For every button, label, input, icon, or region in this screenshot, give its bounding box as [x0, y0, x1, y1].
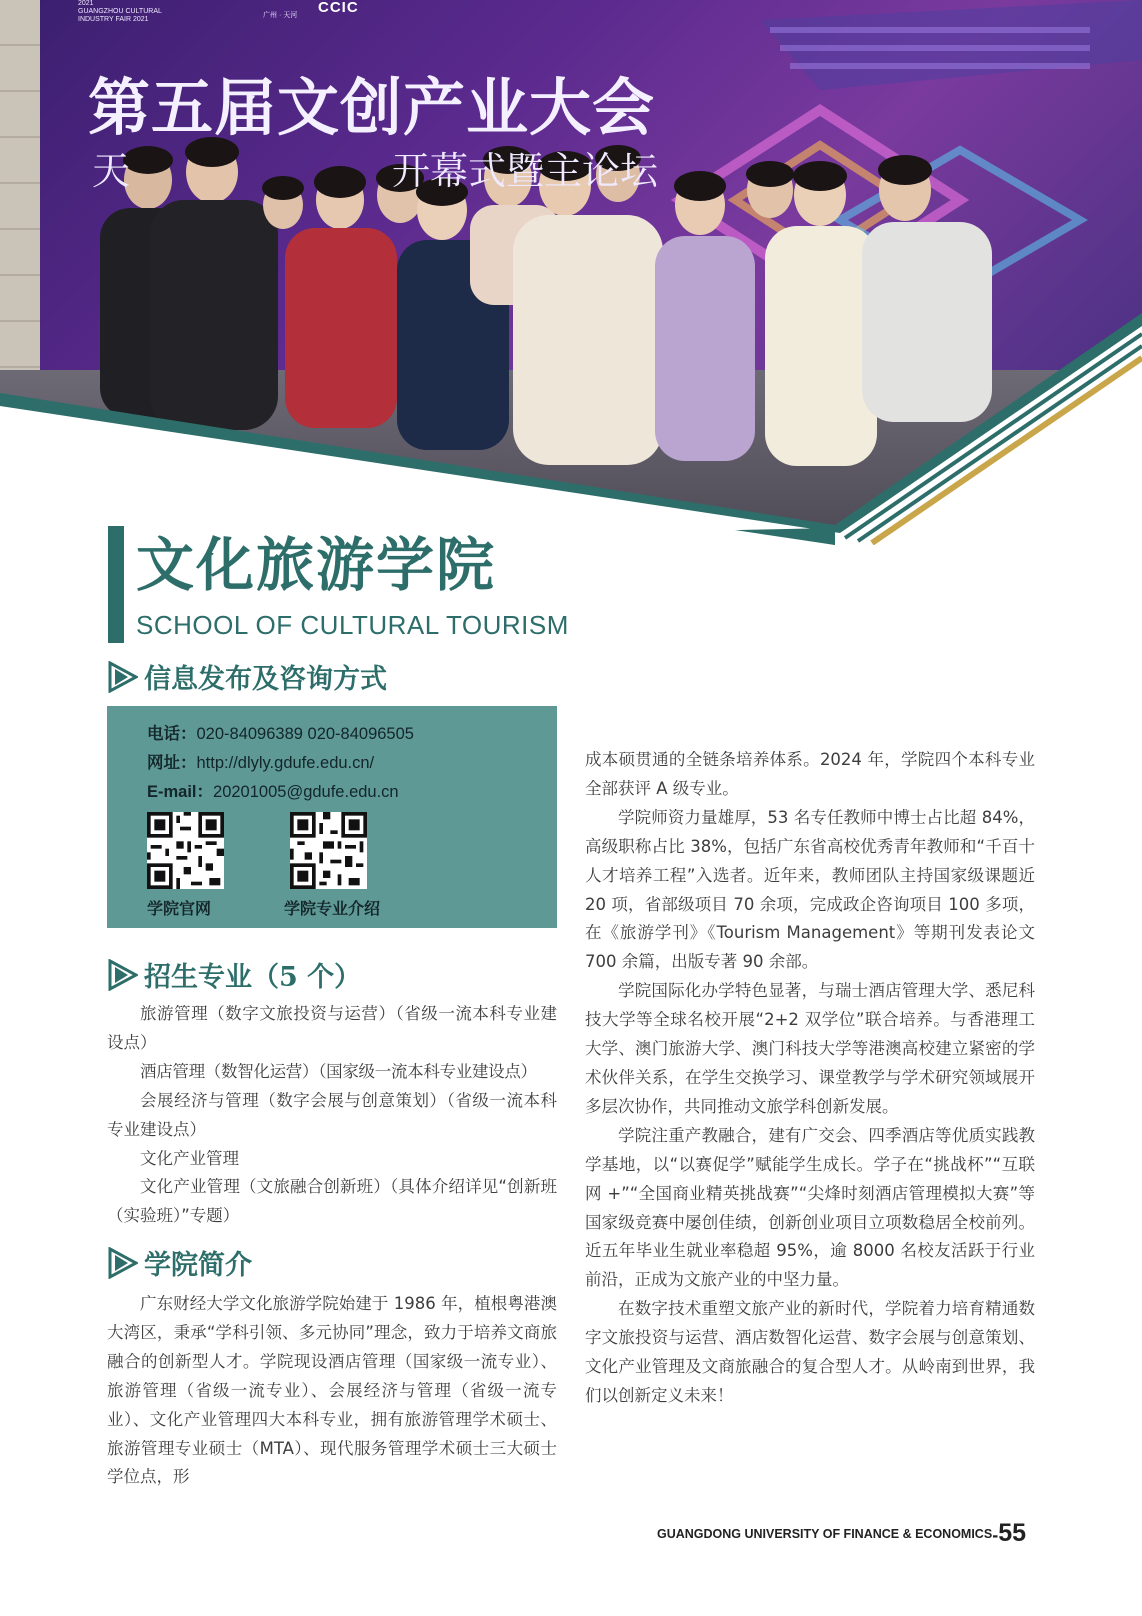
email-line: [147, 778, 399, 802]
website-line: [147, 749, 374, 773]
qr-code-website[interactable]: [147, 812, 224, 889]
page-title: 文化旅游学院: [136, 531, 497, 599]
intro-text-right-column: [585, 746, 1035, 1411]
qr-label-website: 学院官网: [147, 901, 212, 918]
qr-code-icon: [147, 812, 224, 889]
triangle-arrow-icon: [108, 1247, 138, 1279]
major-item: 会展经济与管理（数字会展与创意策划）（省级一流本科专业建设点）: [107, 1090, 557, 1139]
title-accent-bar: [108, 526, 124, 643]
footer-university-name: GUANGDONG UNIVERSITY OF FINANCE & ECONOMICS: [656, 1527, 993, 1541]
qr-code-icon: [290, 812, 367, 889]
intro-paragraph: 广东财经大学文化旅游学院始建于 1986 年，植根粤港澳大湾区，秉承“学科引领、多元协同”理念，致力于培养文商旅融合的创新型人才。学院现设酒店管理（国家级一流专业）、旅游管理（省级一流专业）、会展经济与管理（省级一流专业）、文化产业管理四大本科专业，拥有旅游管理学术硕士、旅游管理专业硕士（MTA）、现代服务管理学术硕士三大硕士学位点，形: [107, 1294, 557, 1487]
fair-logo-text: INDUSTRY FAIR 2021: [78, 16, 149, 23]
email-link[interactable]: 20201005@gdufe.edu.cn: [213, 783, 399, 801]
qr-code-majors[interactable]: [290, 812, 367, 889]
qr-label-majors: 学院专业介绍: [284, 901, 381, 918]
majors-list: [107, 1000, 557, 1231]
fair-logo-location: 广州 · 天河: [263, 12, 298, 19]
intro-paragraph: 成本硕贯通的全链条培养体系。2024 年，学院四个本科专业全部获评 A 级专业。: [585, 750, 1035, 798]
phone-line: [147, 720, 414, 744]
website-label: 网址：: [147, 754, 197, 772]
diagonal-stripe-decoration: [0, 0, 1142, 545]
email-label: E-mail：: [147, 783, 214, 801]
page-footer: [657, 1519, 1026, 1548]
intro-heading-text: 学院简介: [144, 1250, 252, 1281]
major-item: 酒店管理（数智化运营）（国家级一流本科专业建设点）: [140, 1061, 537, 1081]
intro-text-left-column: [107, 1290, 557, 1492]
intro-paragraph: 在数字技术重塑文旅产业的新时代，学院着力培育精通数字文旅投资与运营、酒店数智化运营、数字会展与创意策划、文化产业管理及文商旅融合的复合型人才。从岭南到世界，我们以创新定义未来！: [585, 1299, 1035, 1405]
banner-subtitle-left: 天: [92, 149, 131, 193]
hero-photo: [0, 0, 1142, 545]
contact-box: [107, 706, 557, 928]
major-item: 文化产业管理（文旅融合创新班）（具体介绍详见“创新班（实验班）”专题）: [107, 1177, 557, 1226]
intro-paragraph: 学院师资力量雄厚，53 名专任教师中博士占比超 84%，高级职称占比 38%，包括广东省高校优秀青年教师和“千百十人才培养工程”入选者。近年来，教师团队主持国家级课题近 20 项，省部级项目 70 余项，完成政企咨询项目 100 多项，在《旅游学刊》《Tourism Management》等期刊发表论文 700 余篇，出版专著 90 余部。: [585, 807, 1035, 972]
triangle-arrow-icon: [108, 661, 138, 693]
intro-paragraph: 学院注重产教融合，建有广交会、四季酒店等优质实践教学基地，以“以赛促学”赋能学生成长。学子在“挑战杯”“互联网 +”“全国商业精英挑战赛”“尖烽时刻酒店管理模拟大赛”等国家级竞赛中屡创佳绩，创新创业项目立项数稳居全校前列。近五年毕业生就业率稳超 95%，逾 8000 名校友活跃于行业前沿，正成为文旅产业的中坚力量。: [585, 1125, 1035, 1290]
banner-subtitle-right: 开幕式暨主论坛: [392, 149, 659, 193]
major-item: 旅游管理（数字文旅投资与运营）（省级一流本科专业建设点）: [107, 1004, 557, 1052]
website-link[interactable]: http://dlyly.gdufe.edu.cn/: [196, 754, 375, 772]
contact-heading-text: 信息发布及咨询方式: [144, 664, 387, 695]
fair-logo-text: 2021: [78, 0, 94, 7]
fair-logo-text: GUANGZHOU CULTURAL: [78, 8, 162, 15]
page-subtitle-english: SCHOOL OF CULTURAL TOURISM: [136, 610, 569, 640]
banner-title: 第五届文创产业大会: [88, 71, 656, 144]
intro-paragraph: 学院国际化办学特色显著，与瑞士酒店管理大学、悉尼科技大学等全球名校开展“2+2 双学位”联合培养。与香港理工大学、澳门旅游大学、澳门科技大学等港澳高校建立紧密的学术伙伴关系，在学生交换学习、课堂教学与学术研究领域展开多层次协作，共同推动文旅学科创新发展。: [585, 981, 1035, 1116]
footer-dash: -: [992, 1525, 999, 1545]
phone-value: 020-84096389 020-84096505: [196, 725, 414, 743]
page-number: 55: [998, 1519, 1026, 1547]
phone-label: 电话：: [147, 725, 197, 743]
triangle-arrow-icon: [108, 959, 138, 991]
majors-heading-text: 招生专业（5 个）: [144, 962, 362, 993]
major-item: 文化产业管理: [140, 1148, 239, 1168]
ccic-logo: CCIC: [318, 0, 359, 16]
